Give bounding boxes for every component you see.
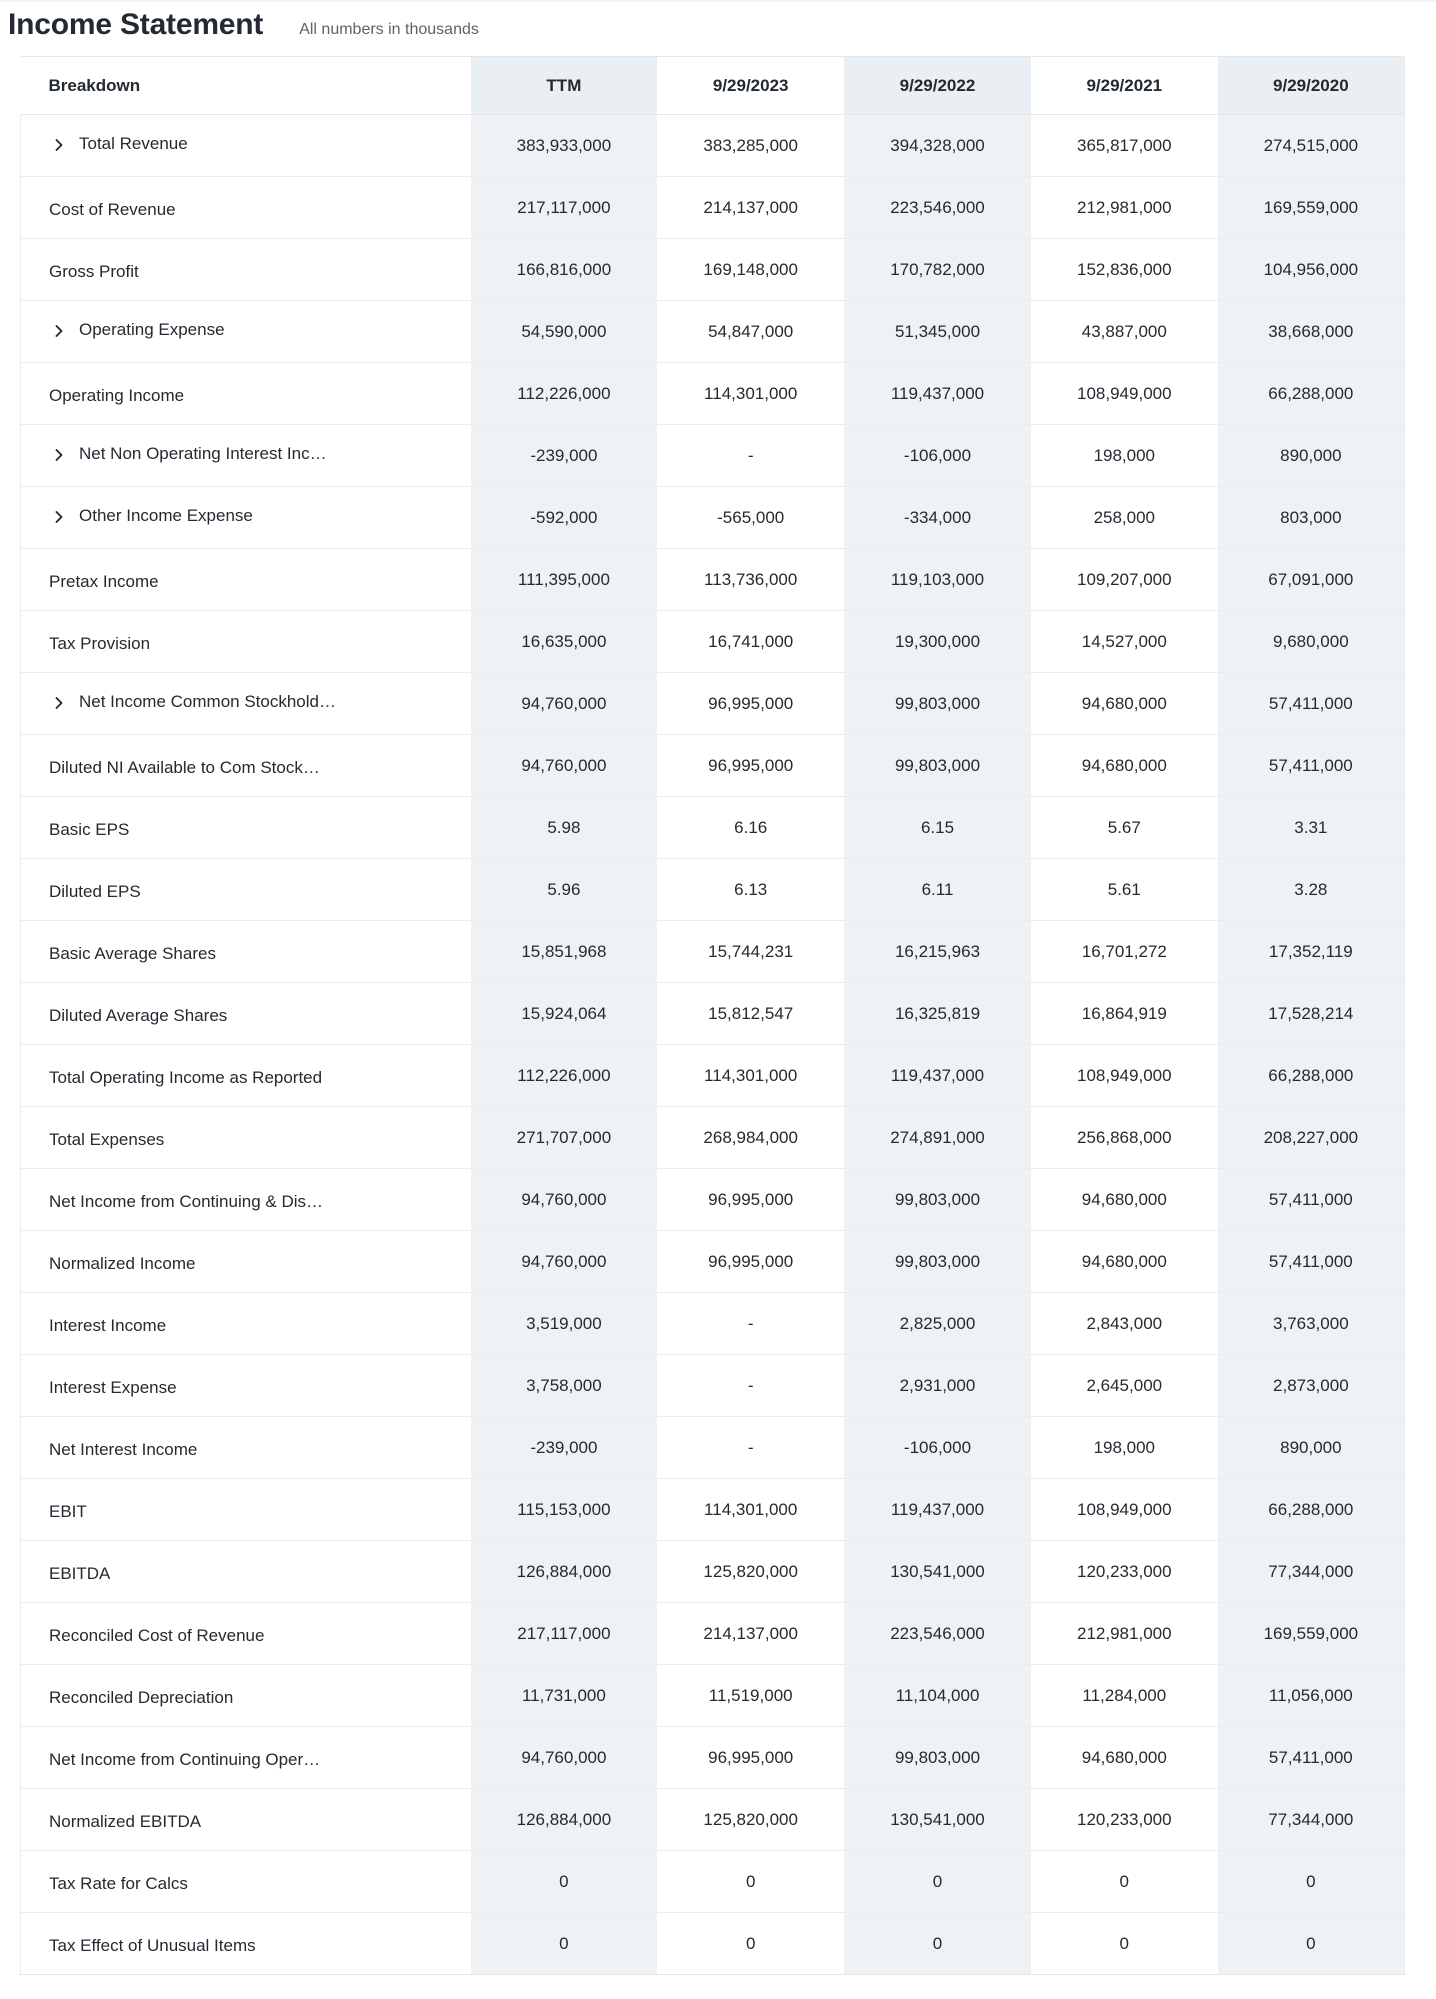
cell-y2022: 16,215,963 [844,921,1031,983]
cell-ttm: 94,760,000 [471,673,658,735]
table-row [21,1789,1405,1851]
cell-ttm: -239,000 [471,1417,658,1479]
cell-ttm: 3,519,000 [471,1293,658,1355]
cell-y2023: 6.13 [657,859,844,921]
cell-ttm: 111,395,000 [471,549,658,611]
table-row [21,921,1405,983]
row-label-text: EBITDA [49,1564,111,1583]
row-label-text: Net Income from Continuing & Dis… [49,1192,323,1211]
cell-y2020: 9,680,000 [1218,611,1405,673]
row-label [49,634,150,654]
row-label-text: Operating Expense [79,320,225,339]
cell-y2020: 67,091,000 [1218,549,1405,611]
cell-ttm: 217,117,000 [471,1603,658,1665]
table-row [21,1293,1405,1355]
row-label-text: Normalized Income [49,1254,196,1273]
row-label-text: Interest Expense [49,1378,177,1397]
cell-y2021: 16,864,919 [1031,983,1218,1045]
row-label [49,200,176,220]
table-row [21,177,1405,239]
cell-y2022: -334,000 [844,487,1031,549]
chevron-right-icon[interactable] [51,509,67,525]
table-row [21,1355,1405,1417]
cell-y2022: 6.11 [844,859,1031,921]
row-label-text: Other Income Expense [79,506,253,525]
cell-y2021: 120,233,000 [1031,1789,1218,1851]
cell-y2023: - [657,1355,844,1417]
row-label-cell[interactable] [21,673,471,735]
row-label-cell [21,363,471,425]
cell-y2020: 77,344,000 [1218,1789,1405,1851]
cell-y2021: 120,233,000 [1031,1541,1218,1603]
cell-y2022: -106,000 [844,1417,1031,1479]
row-label-cell [21,1293,471,1355]
table-container [0,56,1436,1975]
table-row [21,487,1405,549]
cell-y2021: 108,949,000 [1031,1479,1218,1541]
table-row [21,673,1405,735]
cell-y2020: 57,411,000 [1218,1231,1405,1293]
table-row [21,859,1405,921]
cell-y2022: 0 [844,1913,1031,1975]
row-label-text: Reconciled Cost of Revenue [49,1626,265,1645]
table-row [21,735,1405,797]
chevron-right-icon[interactable] [51,323,67,339]
cell-ttm: 0 [471,1913,658,1975]
table-body [21,115,1405,1975]
row-label-cell [21,1851,471,1913]
row-label-cell [21,1045,471,1107]
cell-y2020: 274,515,000 [1218,115,1405,177]
table-row [21,1851,1405,1913]
cell-y2023: -565,000 [657,487,844,549]
row-label-cell [21,921,471,983]
cell-y2023: 54,847,000 [657,301,844,363]
table-row [21,301,1405,363]
cell-y2021: 94,680,000 [1031,735,1218,797]
cell-y2022: 130,541,000 [844,1789,1031,1851]
cell-ttm: 94,760,000 [471,1727,658,1789]
row-label-cell [21,1665,471,1727]
table-row [21,1603,1405,1665]
cell-y2023: 268,984,000 [657,1107,844,1169]
cell-y2023: 114,301,000 [657,1045,844,1107]
row-label [49,506,253,526]
row-label-cell [21,549,471,611]
row-label [49,262,139,282]
cell-y2023: 125,820,000 [657,1541,844,1603]
row-label-cell [21,1603,471,1665]
row-label-text: Net Non Operating Interest Inc… [79,444,327,463]
row-label-text: Total Revenue [79,134,188,153]
row-label-cell [21,735,471,797]
table-header-row [21,57,1405,115]
column-header-y2021[interactable]: 9/29/2021 [1031,57,1218,115]
row-label-cell[interactable] [21,115,471,177]
cell-ttm: 112,226,000 [471,363,658,425]
column-header-y2020[interactable]: 9/29/2020 [1218,57,1405,115]
row-label [49,882,141,902]
cell-y2021: 16,701,272 [1031,921,1218,983]
cell-ttm: 54,590,000 [471,301,658,363]
row-label [49,1440,197,1460]
row-label [49,1564,110,1584]
cell-y2021: 212,981,000 [1031,177,1218,239]
table-row [21,363,1405,425]
table-row [21,115,1405,177]
row-label-cell [21,1417,471,1479]
cell-y2020: 57,411,000 [1218,1169,1405,1231]
row-label-text: Reconciled Depreciation [49,1688,234,1707]
cell-y2021: 43,887,000 [1031,301,1218,363]
cell-y2020: 169,559,000 [1218,177,1405,239]
table-row [21,1231,1405,1293]
cell-y2020: 57,411,000 [1218,673,1405,735]
cell-y2020: 2,873,000 [1218,1355,1405,1417]
cell-y2023: 114,301,000 [657,1479,844,1541]
cell-ttm: 16,635,000 [471,611,658,673]
row-label [49,1750,320,1770]
cell-y2022: 99,803,000 [844,673,1031,735]
row-label-cell[interactable] [21,487,471,549]
row-label-cell [21,1169,471,1231]
table-row [21,611,1405,673]
cell-y2022: 99,803,000 [844,1727,1031,1789]
cell-y2023: 16,741,000 [657,611,844,673]
row-label-text: Cost of Revenue [49,200,176,219]
row-label [49,444,327,464]
cell-y2022: 170,782,000 [844,239,1031,301]
row-label-text: Pretax Income [49,572,159,591]
row-label-cell [21,1355,471,1417]
cell-ttm: 383,933,000 [471,115,658,177]
row-label-cell[interactable] [21,301,471,363]
row-label-text: Net Income Common Stockhold… [79,692,336,711]
table-row [21,239,1405,301]
cell-y2022: 2,825,000 [844,1293,1031,1355]
cell-y2022: 119,437,000 [844,1045,1031,1107]
cell-y2021: 94,680,000 [1031,1727,1218,1789]
cell-y2023: 214,137,000 [657,177,844,239]
cell-y2022: 119,437,000 [844,363,1031,425]
row-label [49,1316,166,1336]
row-label-text: Tax Effect of Unusual Items [49,1936,256,1955]
row-label-cell [21,1789,471,1851]
cell-y2022: 130,541,000 [844,1541,1031,1603]
cell-ttm: 15,924,064 [471,983,658,1045]
row-label-cell [21,239,471,301]
cell-ttm: -239,000 [471,425,658,487]
row-label-cell [21,1107,471,1169]
cell-y2020: 890,000 [1218,1417,1405,1479]
row-label [49,1006,227,1026]
table-row [21,425,1405,487]
row-label-cell [21,797,471,859]
row-label [49,320,225,340]
cell-y2020: 0 [1218,1851,1405,1913]
cell-ttm: 3,758,000 [471,1355,658,1417]
cell-y2023: 113,736,000 [657,549,844,611]
row-label [49,1812,201,1832]
row-label-text: Diluted NI Available to Com Stock… [49,758,320,777]
cell-y2021: 365,817,000 [1031,115,1218,177]
statement-header [0,2,1436,56]
cell-y2022: 274,891,000 [844,1107,1031,1169]
cell-y2023: 15,744,231 [657,921,844,983]
row-label-cell [21,1231,471,1293]
cell-y2021: 94,680,000 [1031,1169,1218,1231]
cell-y2020: 3,763,000 [1218,1293,1405,1355]
cell-y2021: 14,527,000 [1031,611,1218,673]
cell-y2023: 15,812,547 [657,983,844,1045]
row-label-text: Total Operating Income as Reported [49,1068,323,1087]
cell-y2023: - [657,425,844,487]
cell-y2021: 108,949,000 [1031,363,1218,425]
cell-y2021: 0 [1031,1913,1218,1975]
cell-y2020: 66,288,000 [1218,363,1405,425]
cell-y2021: 5.61 [1031,859,1218,921]
chevron-right-icon[interactable] [51,695,67,711]
row-label-text: Operating Income [49,386,185,405]
cell-ttm: 94,760,000 [471,735,658,797]
cell-y2020: 208,227,000 [1218,1107,1405,1169]
table-row [21,1169,1405,1231]
row-label [49,1936,256,1956]
cell-y2022: 99,803,000 [844,1169,1031,1231]
cell-y2020: 11,056,000 [1218,1665,1405,1727]
cell-y2023: - [657,1417,844,1479]
cell-y2023: 96,995,000 [657,1169,844,1231]
table-row [21,1665,1405,1727]
cell-y2020: 57,411,000 [1218,735,1405,797]
cell-ttm: 126,884,000 [471,1541,658,1603]
column-header-y2023[interactable]: 9/29/2023 [657,57,844,115]
cell-y2021: 94,680,000 [1031,1231,1218,1293]
cell-y2022: 223,546,000 [844,1603,1031,1665]
cell-y2020: 0 [1218,1913,1405,1975]
row-label-cell [21,859,471,921]
units-note: All numbers in thousands [299,21,479,38]
cell-y2021: 109,207,000 [1031,549,1218,611]
cell-y2020: 890,000 [1218,425,1405,487]
cell-ttm: 115,153,000 [471,1479,658,1541]
cell-ttm: 5.98 [471,797,658,859]
cell-y2022: 223,546,000 [844,177,1031,239]
cell-y2020: 66,288,000 [1218,1479,1405,1541]
cell-y2020: 104,956,000 [1218,239,1405,301]
cell-y2021: 2,843,000 [1031,1293,1218,1355]
cell-y2020: 803,000 [1218,487,1405,549]
row-label-cell [21,983,471,1045]
table-row [21,797,1405,859]
row-label [49,1068,322,1088]
cell-y2023: 125,820,000 [657,1789,844,1851]
column-header-ttm[interactable]: TTM [471,57,658,115]
cell-y2023: 383,285,000 [657,115,844,177]
cell-y2020: 3.31 [1218,797,1405,859]
cell-y2022: 0 [844,1851,1031,1913]
row-label [49,1626,264,1646]
table-row [21,1913,1405,1975]
row-label [49,1378,177,1398]
cell-y2021: 198,000 [1031,1417,1218,1479]
cell-y2023: 169,148,000 [657,239,844,301]
row-label [49,386,184,406]
cell-ttm: 94,760,000 [471,1231,658,1293]
cell-y2023: 0 [657,1913,844,1975]
cell-ttm: 15,851,968 [471,921,658,983]
cell-y2021: 0 [1031,1851,1218,1913]
row-label-text: Tax Rate for Calcs [49,1874,188,1893]
cell-y2023: 0 [657,1851,844,1913]
cell-y2021: 5.67 [1031,797,1218,859]
row-label-cell [21,1541,471,1603]
row-label [49,134,188,154]
page-title: Income Statement [8,8,264,41]
cell-y2022: 16,325,819 [844,983,1031,1045]
table-row [21,1479,1405,1541]
row-label [49,1874,188,1894]
cell-ttm: 126,884,000 [471,1789,658,1851]
row-label-text: Net Interest Income [49,1440,198,1459]
table-row [21,1045,1405,1107]
cell-y2023: 96,995,000 [657,1727,844,1789]
cell-y2021: 212,981,000 [1031,1603,1218,1665]
table-row [21,1107,1405,1169]
cell-y2023: 114,301,000 [657,363,844,425]
cell-ttm: 94,760,000 [471,1169,658,1231]
cell-y2021: 152,836,000 [1031,239,1218,301]
cell-y2022: 6.15 [844,797,1031,859]
cell-y2022: 11,104,000 [844,1665,1031,1727]
cell-y2023: 96,995,000 [657,673,844,735]
cell-y2023: 11,519,000 [657,1665,844,1727]
cell-y2022: 99,803,000 [844,1231,1031,1293]
cell-y2020: 66,288,000 [1218,1045,1405,1107]
cell-y2020: 77,344,000 [1218,1541,1405,1603]
cell-y2020: 38,668,000 [1218,301,1405,363]
vertical-scrollbar[interactable] [1432,0,1436,1975]
row-label-text: Net Income from Continuing Oper… [49,1750,321,1769]
row-label-text: EBIT [49,1502,87,1521]
cell-ttm: 271,707,000 [471,1107,658,1169]
cell-y2022: 119,103,000 [844,549,1031,611]
cell-ttm: 0 [471,1851,658,1913]
cell-y2021: 94,680,000 [1031,673,1218,735]
row-label [49,1502,87,1522]
cell-ttm: 166,816,000 [471,239,658,301]
row-label [49,944,216,964]
cell-y2021: 2,645,000 [1031,1355,1218,1417]
cell-y2023: - [657,1293,844,1355]
table-row [21,549,1405,611]
row-label-text: Gross Profit [49,262,139,281]
cell-y2020: 17,528,214 [1218,983,1405,1045]
table-row [21,1417,1405,1479]
cell-y2021: 258,000 [1031,487,1218,549]
cell-ttm: 5.96 [471,859,658,921]
row-label-cell[interactable] [21,425,471,487]
cell-ttm: -592,000 [471,487,658,549]
row-label-cell [21,1479,471,1541]
cell-y2023: 214,137,000 [657,1603,844,1665]
cell-y2022: -106,000 [844,425,1031,487]
cell-y2021: 108,949,000 [1031,1045,1218,1107]
table-row [21,1727,1405,1789]
row-label-cell [21,1913,471,1975]
income-statement-table [20,56,1405,1975]
row-label [49,820,129,840]
cell-y2023: 96,995,000 [657,735,844,797]
cell-y2021: 256,868,000 [1031,1107,1218,1169]
row-label [49,692,336,712]
row-label [49,1688,233,1708]
cell-y2020: 57,411,000 [1218,1727,1405,1789]
cell-y2020: 3.28 [1218,859,1405,921]
cell-y2022: 99,803,000 [844,735,1031,797]
chevron-right-icon[interactable] [51,447,67,463]
row-label-text: Total Expenses [49,1130,165,1149]
row-label-cell [21,177,471,239]
row-label [49,1254,195,1274]
cell-y2022: 2,931,000 [844,1355,1031,1417]
cell-y2020: 169,559,000 [1218,1603,1405,1665]
cell-y2021: 198,000 [1031,425,1218,487]
row-label-text: Interest Income [49,1316,167,1335]
cell-y2021: 11,284,000 [1031,1665,1218,1727]
cell-ttm: 217,117,000 [471,177,658,239]
cell-y2022: 394,328,000 [844,115,1031,177]
row-label-text: Basic EPS [49,820,130,839]
row-label [49,758,320,778]
cell-y2022: 119,437,000 [844,1479,1031,1541]
cell-y2020: 17,352,119 [1218,921,1405,983]
row-label-text: Normalized EBITDA [49,1812,202,1831]
table-row [21,983,1405,1045]
row-label-text: Diluted Average Shares [49,1006,228,1025]
chevron-right-icon[interactable] [51,137,67,153]
table-row [21,1541,1405,1603]
row-label-text: Basic Average Shares [49,944,216,963]
row-label-cell [21,611,471,673]
cell-ttm: 11,731,000 [471,1665,658,1727]
row-label [49,572,159,592]
cell-y2022: 19,300,000 [844,611,1031,673]
cell-y2023: 96,995,000 [657,1231,844,1293]
cell-ttm: 112,226,000 [471,1045,658,1107]
column-header-breakdown[interactable]: Breakdown [21,57,471,115]
row-label-text: Diluted EPS [49,882,141,901]
row-label [49,1130,164,1150]
column-header-y2022[interactable]: 9/29/2022 [844,57,1031,115]
table-header-row-group [21,57,1405,115]
cell-y2022: 51,345,000 [844,301,1031,363]
row-label [49,1192,323,1212]
row-label-text: Tax Provision [49,634,151,653]
cell-y2023: 6.16 [657,797,844,859]
row-label-cell [21,1727,471,1789]
